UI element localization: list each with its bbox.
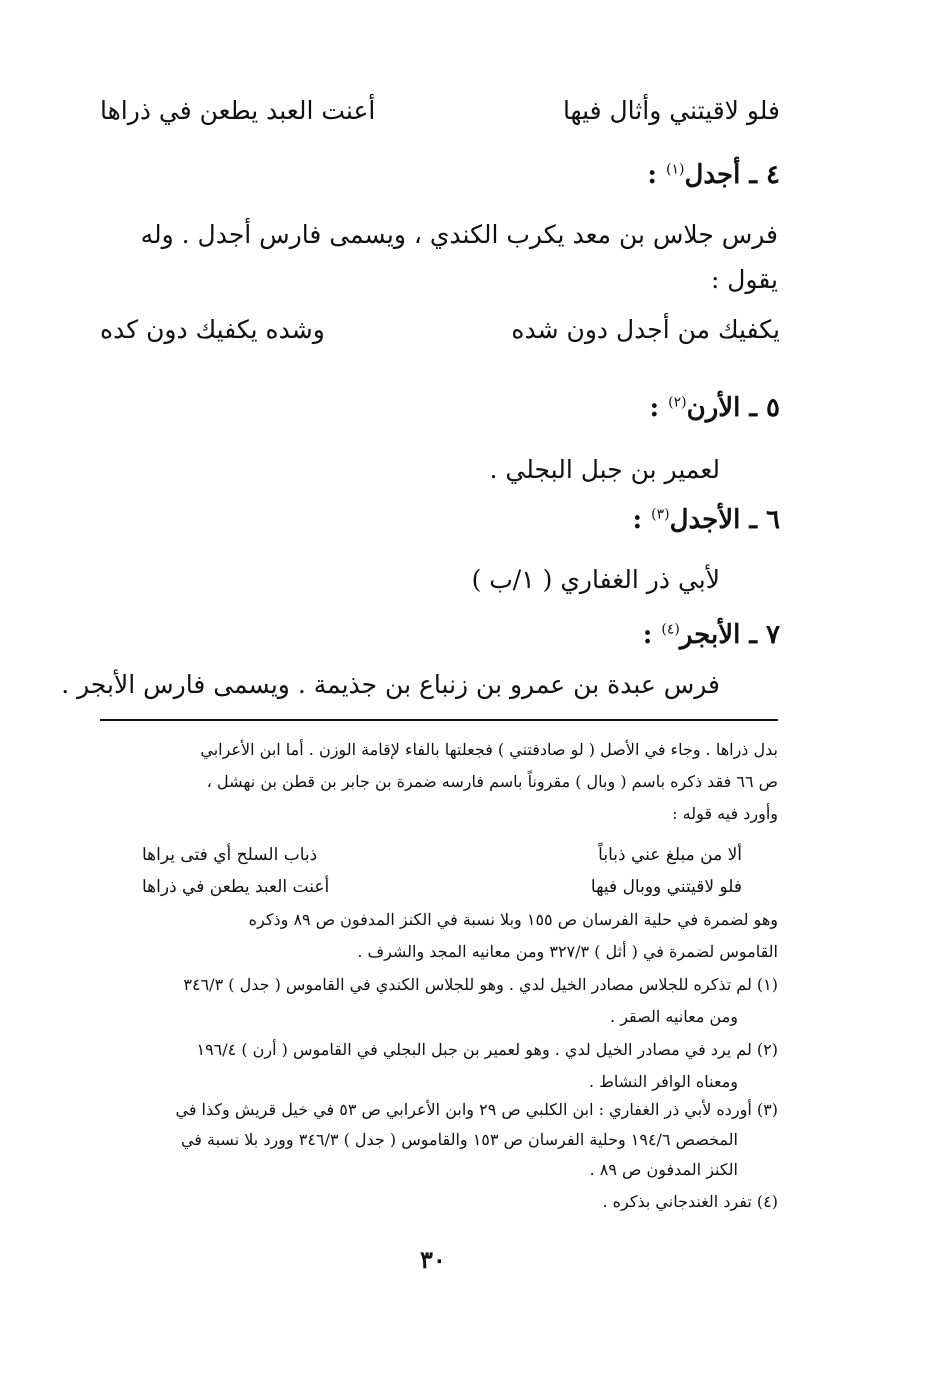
verse-first-hemistich: يكفيك من أجدل دون شده — [511, 315, 780, 344]
page-number: ٣٠ — [420, 1245, 446, 1274]
footnote-marker: (٤) — [661, 621, 680, 638]
footnote-line: بدل ذراها . وجاء في الأصل ( لو صادفتني ) فجعلتها بالفاء لإقامة الوزن . أما ابن الأعرابي — [200, 740, 778, 759]
entry-heading — [647, 160, 780, 190]
footnote-verse — [142, 877, 742, 897]
footnote-4: (٤) تفرد الغندجاني بذكره . — [602, 1192, 778, 1211]
verse-second-hemistich: أعنت العبد يطعن في ذراها — [100, 96, 376, 125]
verse-first-hemistich: فلو لاقيتني وأثال فيها — [562, 96, 780, 125]
entry-text: فرس جلاس بن معد يكرب الكندي ، ويسمى فارس أجدل . وله — [140, 220, 778, 249]
entry-colon: : — [632, 505, 643, 535]
entry-heading — [633, 505, 781, 535]
verse-first-hemistich: ألا من مبلغ عني ذباباً — [598, 845, 742, 865]
footnote-line: وأورد فيه قوله : — [672, 804, 778, 823]
footnote-1: (١) لم تذكره للجلاس مصادر الخيل لدي . وهو للجلاس الكندي في القاموس ( جدل ) ٣٤٦/٣ — [183, 975, 778, 994]
footnote-marker: (٢) — [668, 394, 687, 411]
footnote-line: وهو لضمرة في حلية الفرسان ص ١٥٥ وبلا نسبة في الكنز المدفون ص ٨٩ وذكره — [248, 910, 778, 929]
entry-colon: : — [642, 620, 653, 650]
entry-title: ٦ ـ الأجدل — [669, 505, 780, 535]
footnote-2-cont: ومعناه الوافر النشاط . — [588, 1072, 738, 1091]
footnote-3: (٣) أورده لأبي ذر الغفاري : ابن الكلبي ص ٢٩ وابن الأعرابي ص ٥٣ في خيل قريش وكذا في — [175, 1100, 778, 1119]
footnote-separator — [100, 719, 778, 721]
footnote-line: ص ٦٦ فقد ذكره باسم ( وبال ) مقروناً باسم فارسه ضمرة بن جابر بن قطن بن نهشل ، — [206, 772, 778, 791]
entry-colon: : — [647, 160, 657, 190]
entry-text: فرس عبدة بن عمرو بن زنباع بن جذيمة . ويسمى فارس الأبجر . — [61, 670, 720, 699]
footnote-marker: (١) — [666, 161, 685, 178]
footnote-1-cont: ومن معانيه الصقر . — [610, 1007, 738, 1026]
verse-second-hemistich: وشده يكفيك دون كده — [100, 315, 325, 344]
entry-heading — [649, 393, 780, 423]
footnote-marker: (٣) — [651, 506, 670, 523]
verse-line — [100, 315, 780, 344]
verse-first-hemistich: فلو لاقيتني ووبال فيها — [590, 877, 742, 897]
entry-title: ٤ ـ أجدل — [684, 160, 780, 190]
footnote-line: القاموس لضمرة في ( أثل ) ٣٢٧/٣ ومن معانيه المجد والشرف . — [357, 942, 778, 961]
footnote-3-cont: المخصص ١٩٤/٦ وحلية الفرسان ص ١٥٣ والقاموس ( جدل ) ٣٤٦/٣ وورد بلا نسبة في — [180, 1130, 738, 1149]
entry-text: لأبي ذر الغفاري ( ١/ب ) — [471, 565, 720, 594]
footnote-2: (٢) لم يرد في مصادر الخيل لدي . وهو لعمير بن جبل البجلي في القاموس ( أرن ) ١٩٦/٤ — [196, 1040, 778, 1059]
entry-colon: : — [649, 393, 660, 423]
verse-second-hemistich: ذباب السلح أي فتى يراها — [142, 845, 318, 865]
entry-title: ٧ ـ الأبجر — [679, 620, 780, 650]
footnote-3-cont: الكنز المدفون ص ٨٩ . — [589, 1160, 738, 1179]
footnote-verse — [142, 845, 742, 865]
entry-text: لعمير بن جبل البجلي . — [489, 455, 720, 484]
entry-text: يقول : — [710, 265, 778, 294]
entry-heading — [643, 620, 780, 650]
verse-second-hemistich: أعنت العبد يطعن في ذراها — [142, 877, 330, 897]
entry-title: ٥ ـ الأرن — [686, 393, 780, 423]
verse-line — [100, 96, 780, 125]
